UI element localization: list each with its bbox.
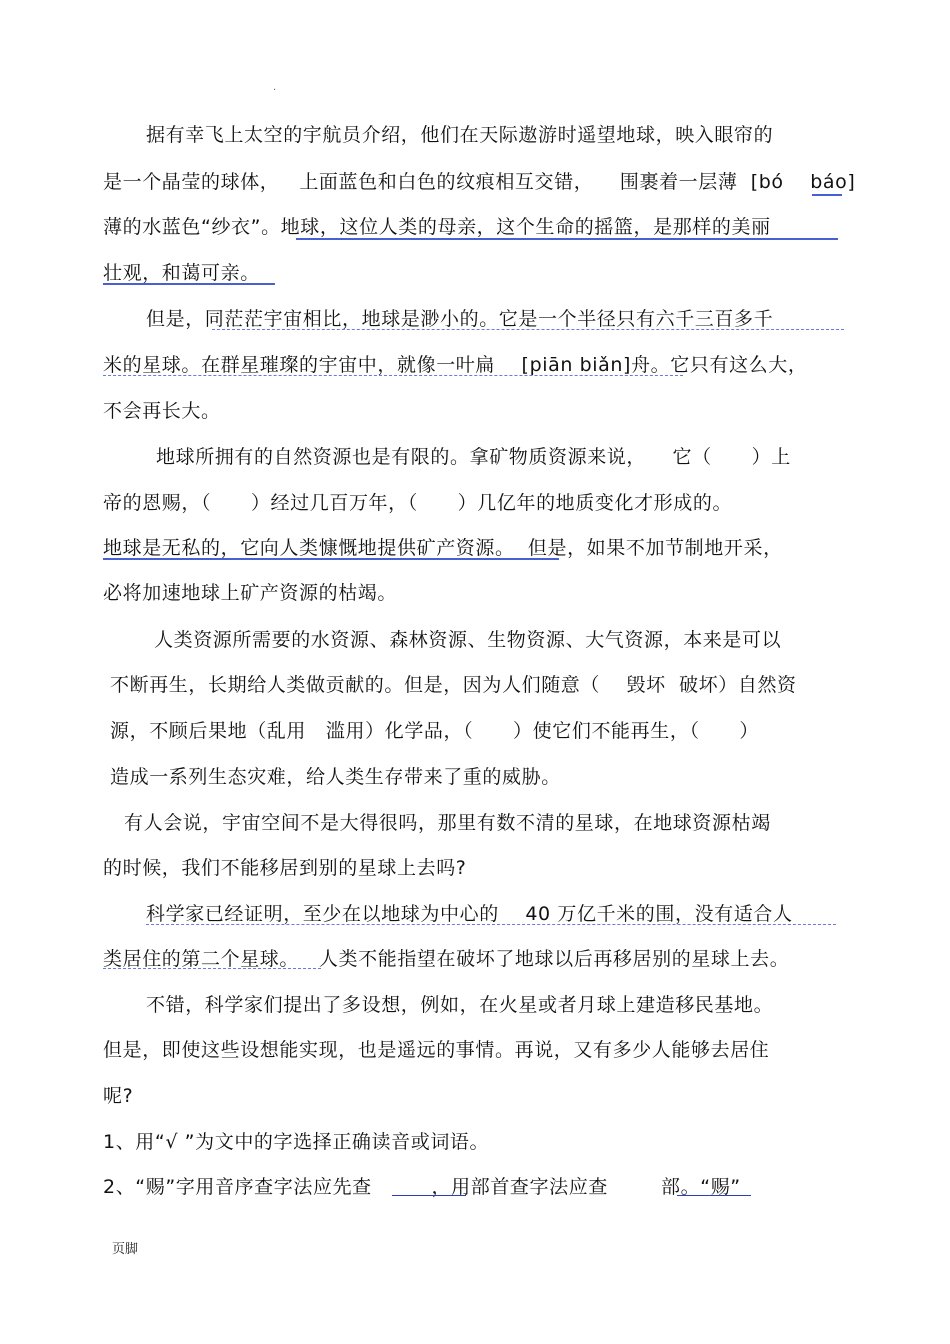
paragraph-line: 不错，科学家们提出了多设想，例如，在火星或者月球上建造移民基地。	[146, 994, 774, 1016]
paragraph-line: 帝的恩赐，（ ）经过几百万年，（ ）几亿年的地质变化才形成的。	[103, 492, 733, 514]
paragraph-line: 不断再生，长期给人类做贡献的。但是，因为人们随意（ 毁坏 破坏）自然资	[110, 674, 797, 696]
wavy-underline	[212, 329, 844, 330]
paragraph-line: 但是，同茫茫宇宙相比，地球是渺小的。它是一个半径只有六千三百多千	[146, 308, 774, 330]
paragraph-line: 但是，即使这些设想能实现，也是遥远的事情。再说，又有多少人能够去居住	[103, 1039, 770, 1061]
wavy-underline	[103, 375, 683, 376]
paragraph-line: 壮观，和蔼可亲。	[103, 262, 260, 284]
underline	[296, 238, 838, 240]
question-line: 1、用“√ ”为文中的字选择正确读音或词语。	[103, 1131, 490, 1153]
paragraph-line: 的时候，我们不能移居到别的星球上去吗?	[103, 857, 467, 879]
paragraph-line: 薄的水蓝色“纱衣”。地球，这位人类的母亲，这个生命的摇篮，是那样的美丽	[103, 216, 771, 238]
page-footer: 页脚	[112, 1242, 139, 1257]
underline	[103, 558, 559, 560]
paragraph-line: 米的星球。在群星璀璨的宇宙中，就像一叶扁 [piān biǎn]舟。它只有这么大，	[103, 354, 808, 376]
wavy-underline	[146, 924, 836, 925]
paragraph-line: 科学家已经证明，至少在以地球为中心的 40 万亿千米的围，没有适合人	[146, 903, 793, 925]
paragraph-line: 源，不顾后果地（乱用 滥用）化学品，（ ）使它们不能再生，（ ）	[110, 720, 759, 742]
paragraph-line: 类居住的第二个星球。 人类不能指望在破坏了地球以后再移居别的星球上去。	[103, 948, 790, 970]
paragraph-line: 是一个晶莹的球体， 上面蓝色和白色的纹痕相互交错， 围裹着一层薄 [bó báo]	[103, 171, 856, 193]
paragraph-line: 有人会说，宇宙空间不是大得很吗，那里有数不清的星球，在地球资源枯竭	[124, 812, 771, 834]
paragraph-line: 据有幸飞上太空的宇航员介绍，他们在天际遨游时遥望地球，映入眼帘的	[146, 124, 774, 146]
answer-blank[interactable]	[677, 1195, 751, 1196]
underline	[103, 283, 275, 285]
paragraph-line: 呢?	[103, 1085, 134, 1107]
paragraph-line: 造成一系列生态灾难，给人类生存带来了重的威胁。	[110, 766, 561, 788]
page-dot: .	[273, 82, 277, 93]
paragraph-line: 必将加速地球上矿产资源的枯竭。	[103, 582, 398, 604]
paragraph-line: 地球是无私的，它向人类慷慨地提供矿产资源。 但是，如果不加节制地开采，	[103, 537, 783, 559]
paragraph-line: 地球所拥有的自然资源也是有限的。拿矿物质资源来说， 它（ ）上	[156, 446, 791, 468]
wavy-underline	[103, 968, 321, 969]
paragraph-line: 不会再长大。	[103, 400, 221, 422]
question-line: 2、“赐”字用音序查字法应先查 ，用部首查字法应查 部。“赐”	[103, 1176, 741, 1198]
paragraph-line: 人类资源所需要的水资源、森林资源、生物资源、大气资源，本来是可以	[154, 629, 782, 651]
underline	[812, 194, 842, 196]
answer-blank[interactable]	[392, 1195, 466, 1196]
